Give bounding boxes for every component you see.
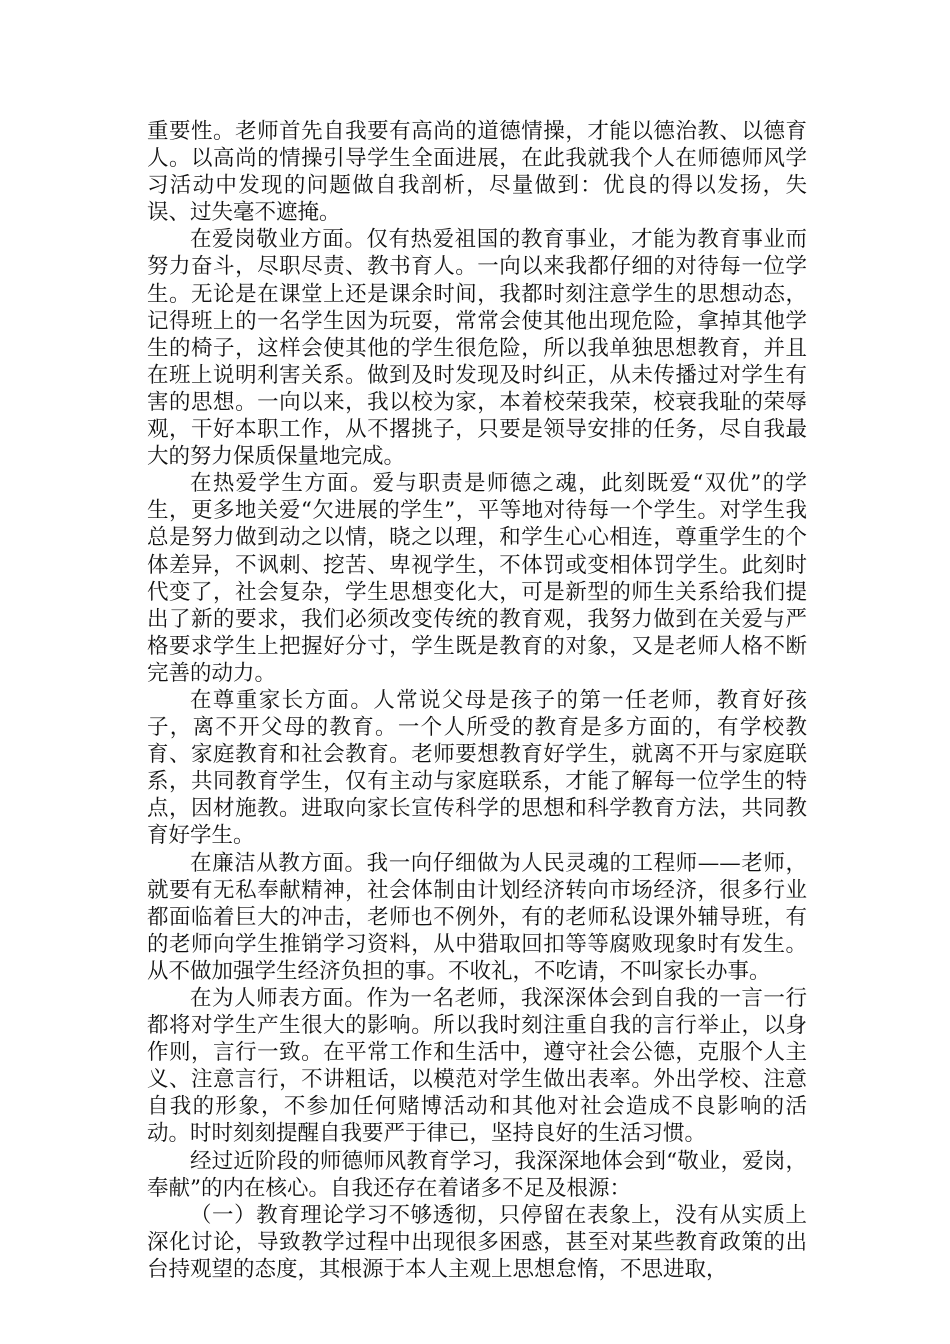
paragraph-dedication: 在爱岗敬业方面。仅有热爱祖国的教育事业，才能为教育事业而努力奋斗，尽职尽责、教书育人。一向以来我都仔细的对待每一位学生。无论是在课堂上还是课余时间，我都时刻注意学生的思想动态，记得班上的一名学生因为玩耍，常常会使其他出现危险，拿掉其他学生的椅子，这样会使其他的学生很危险，所以我单独思想教育，并且在班上说明利害关系。做到及时发现及时纠正，从未传播过对学生有害的思想。一向以来，我以校为家，本着校荣我荣，校衰我耻的荣辱观，干好本职工作，从不撂挑子，只要是领导安排的任务，尽自我最大的努力保质保量地完成。	[147, 227, 807, 470]
paragraph-integrity: 在廉洁从教方面。我一向仔细做为人民灵魂的工程师——老师，就要有无私奉献精神，社会体制由计划经济转向市场经济，很多行业都面临着巨大的冲击，老师也不例外，有的老师私设课外辅导班，有的老师向学生推销学习资料，从中猎取回扣等等腐败现象时有发生。从不做加强学生经济负担的事。不收礼，不吃请，不叫家长办事。	[147, 850, 807, 984]
paragraph-love-students: 在热爱学生方面。爱与职责是师德之魂，此刻既爱“双优”的学生，更多地关爱“欠进展的学生”，平等地对待每一个学生。对学生我总是努力做到动之以情，晓之以理，和学生心心相连，尊重学生的个体差异，不讽刺、挖苦、卑视学生，不体罚或变相体罚学生。此刻时代变了，社会复杂，学生思想变化大，可是新型的师生关系给我们提出了新的要求，我们必须改变传统的教育观，我努力做到在关爱与严格要求学生上把握好分寸，学生既是教育的对象，又是老师人格不断完善的动力。	[147, 471, 807, 686]
paragraph-role-model: 在为人师表方面。作为一名老师，我深深体会到自我的一言一行都将对学生产生很大的影响。所以我时刻注重自我的言行举止，以身作则，言行一致。在平常工作和生活中，遵守社会公德，克服个人主义、注意言行，不讲粗话，以模范对学生做出表率。外出学校、注意自我的形象，不参加任何赌博活动和其他对社会造成不良影响的活动。时时刻刻提醒自我要严于律已，坚持良好的生活习惯。	[147, 986, 807, 1147]
paragraph-shortcoming-1: （一）教育理论学习不够透彻，只停留在表象上，没有从实质上深化讨论，导致教学过程中出现很多困惑，甚至对某些教育政策的出台持观望的态度，其根源于本人主观上思想怠惰，不思进取，	[147, 1202, 807, 1282]
paragraph-reflection: 经过近阶段的师德师风教育学习，我深深地体会到“敬业，爱岗，奉献”的内在核心。自我还存在着诸多不足及根源：	[147, 1148, 807, 1201]
paragraph-respect-parents: 在尊重家长方面。人常说父母是孩子的第一任老师，教育好孩子，离不开父母的教育。一个人所受的教育是多方面的，有学校教育、家庭教育和社会教育。老师要想教育好学生，就离不开与家庭联系，共同教育学生，仅有主动与家庭联系，才能了解每一位学生的特点，因材施教。进取向家长宣传科学的思想和科学教育方法，共同教育好学生。	[147, 687, 807, 849]
document-page	[147, 118, 807, 1283]
paragraph-intro: 重要性。老师首先自我要有高尚的道德情操，才能以德治教、以德育人。以高尚的情操引导学生全面进展，在此我就我个人在师德师风学习活动中发现的问题做自我剖析，尽量做到：优良的得以发扬，失误、过失毫不遮掩。	[147, 119, 807, 226]
